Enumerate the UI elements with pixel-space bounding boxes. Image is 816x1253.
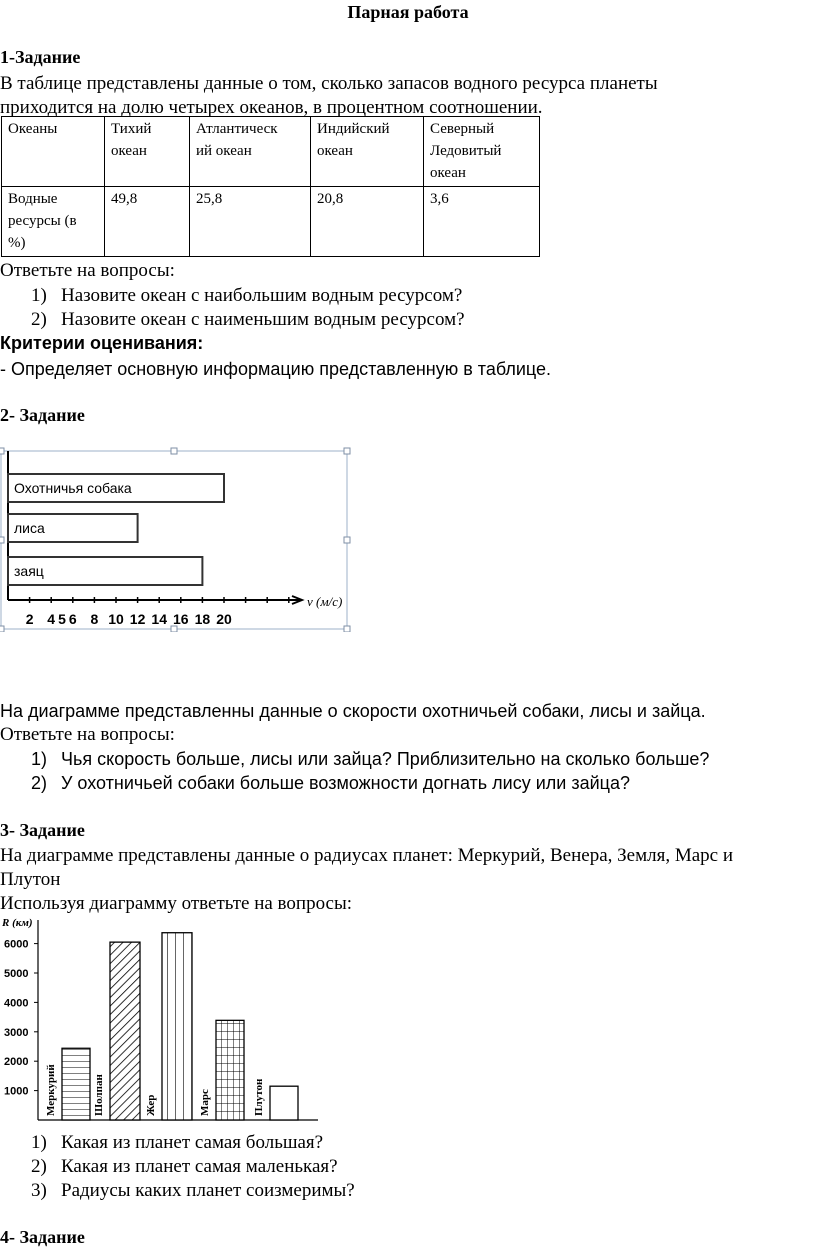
task2-heading: 2- Задание (0, 405, 85, 425)
x-tick-label: 4 (47, 611, 56, 627)
list-item: 1) Чья скорость больше, лисы или зайца? Приблизительно на сколько больше? (31, 749, 710, 769)
task4-heading: 4- Задание (0, 1227, 85, 1247)
task1-questions-label: Ответьте на вопросы: (0, 260, 175, 281)
resize-handle (171, 448, 177, 454)
bar (110, 942, 140, 1120)
x-tick-label: 20 (216, 611, 232, 627)
resize-handle (0, 537, 4, 543)
y-tick-label: 6000 (4, 938, 29, 951)
y-tick-label: 5000 (4, 968, 29, 980)
list-item: 1) Какая из планет самая большая? (31, 1132, 324, 1153)
bar-label: Шолпан (93, 1074, 105, 1116)
bar (162, 933, 192, 1120)
list-item: 1) Назовите океан с наибольшим водным ресурсом? (31, 285, 463, 306)
planet-chart-frame (0, 912, 330, 1127)
x-tick-label: 5 (58, 611, 66, 627)
task3-text-line3: Используя диаграмму ответьте на вопросы: (0, 893, 353, 914)
task3-text-line1: На диаграмме представлены данные о радиусах планет: Меркурий, Венера, Земля, Марс и (0, 845, 734, 866)
list-item: 3) Радиусы каких планет соизмеримы? (31, 1180, 355, 1201)
table-cell: 20,8 (311, 187, 424, 257)
bar-label: Охотничья собака (14, 480, 132, 496)
task1-intro-line2: приходится на долю четырех океанов, в процентном соотношении. (0, 97, 543, 118)
x-tick-label: 10 (108, 611, 124, 627)
table-cell: 49,8 (105, 187, 190, 257)
x-tick-label: 8 (90, 611, 99, 627)
x-tick-label: 18 (194, 611, 211, 627)
oceans-table (1, 116, 540, 257)
bar-label: Марс (199, 1089, 211, 1116)
speed-chart (0, 446, 354, 632)
x-tick-label: 16 (173, 611, 189, 627)
table-cell: Индийский океан (311, 117, 424, 187)
bar (270, 1086, 298, 1120)
bar-label: Меркурий (45, 1064, 57, 1116)
resize-handle (344, 537, 350, 543)
x-tick-label: 2 (25, 611, 34, 627)
bar-label: Жер (145, 1094, 157, 1116)
bar-label: лиса (14, 520, 45, 536)
bar-label: Плутон (253, 1078, 265, 1116)
x-tick-label: 14 (151, 611, 167, 627)
task2-questions-label: Ответьте на вопросы: (0, 724, 175, 745)
y-tick-label: 2000 (4, 1056, 29, 1069)
task1-heading: 1-Задание (0, 47, 81, 67)
x-tick-label: 12 (129, 611, 146, 627)
task3-text-line2: Плутон (0, 869, 61, 890)
task2-text: На диаграмме представленны данные о скорости охотничьей собаки, лисы и зайца. (0, 701, 706, 721)
resize-handle (344, 626, 350, 632)
table-cell: Водные ресурсы (в %) (2, 187, 105, 257)
criteria-text: - Определяет основную информацию представленную в таблице. (0, 359, 552, 379)
oceans-table-header-row (2, 117, 540, 187)
resize-handle (0, 448, 4, 454)
oceans-table-data-row (2, 187, 540, 257)
x-axis-label: v (м/с) (307, 594, 343, 609)
list-item: 2) У охотничьей собаки больше возможности догнать лису или зайца? (31, 773, 631, 793)
bar-label: заяц (14, 563, 44, 579)
task1-intro-line1: В таблице представлены данные о том, сколько запасов водного ресурса планеты (0, 73, 658, 94)
bar (216, 1020, 244, 1120)
page-title: Парная работа (347, 2, 469, 22)
criteria-heading: Критерии оценивания: (0, 333, 204, 353)
resize-handle (0, 626, 4, 632)
resize-handle (344, 448, 350, 454)
y-tick-label: 3000 (4, 1026, 29, 1039)
planet-chart (0, 912, 330, 1127)
table-cell: Северный Ледовитый океан (424, 117, 540, 187)
table-cell: Океаны (2, 117, 105, 187)
table-cell: 3,6 (424, 187, 540, 257)
y-tick-label: 1000 (4, 1085, 29, 1098)
task3-heading: 3- Задание (0, 820, 85, 840)
list-item: 2) Какая из планет самая маленькая? (31, 1156, 338, 1177)
speed-chart-frame (0, 446, 354, 632)
table-cell: 25,8 (190, 187, 311, 257)
table-cell: Атлантическ ий океан (190, 117, 311, 187)
table-cell: Тихий океан (105, 117, 190, 187)
list-item: 2) Назовите океан с наименьшим водным ресурсом? (31, 309, 465, 330)
x-tick-label: 6 (68, 611, 77, 627)
y-axis-label: R (км) (2, 917, 33, 929)
bar (62, 1048, 90, 1120)
y-tick-label: 4000 (4, 997, 29, 1010)
